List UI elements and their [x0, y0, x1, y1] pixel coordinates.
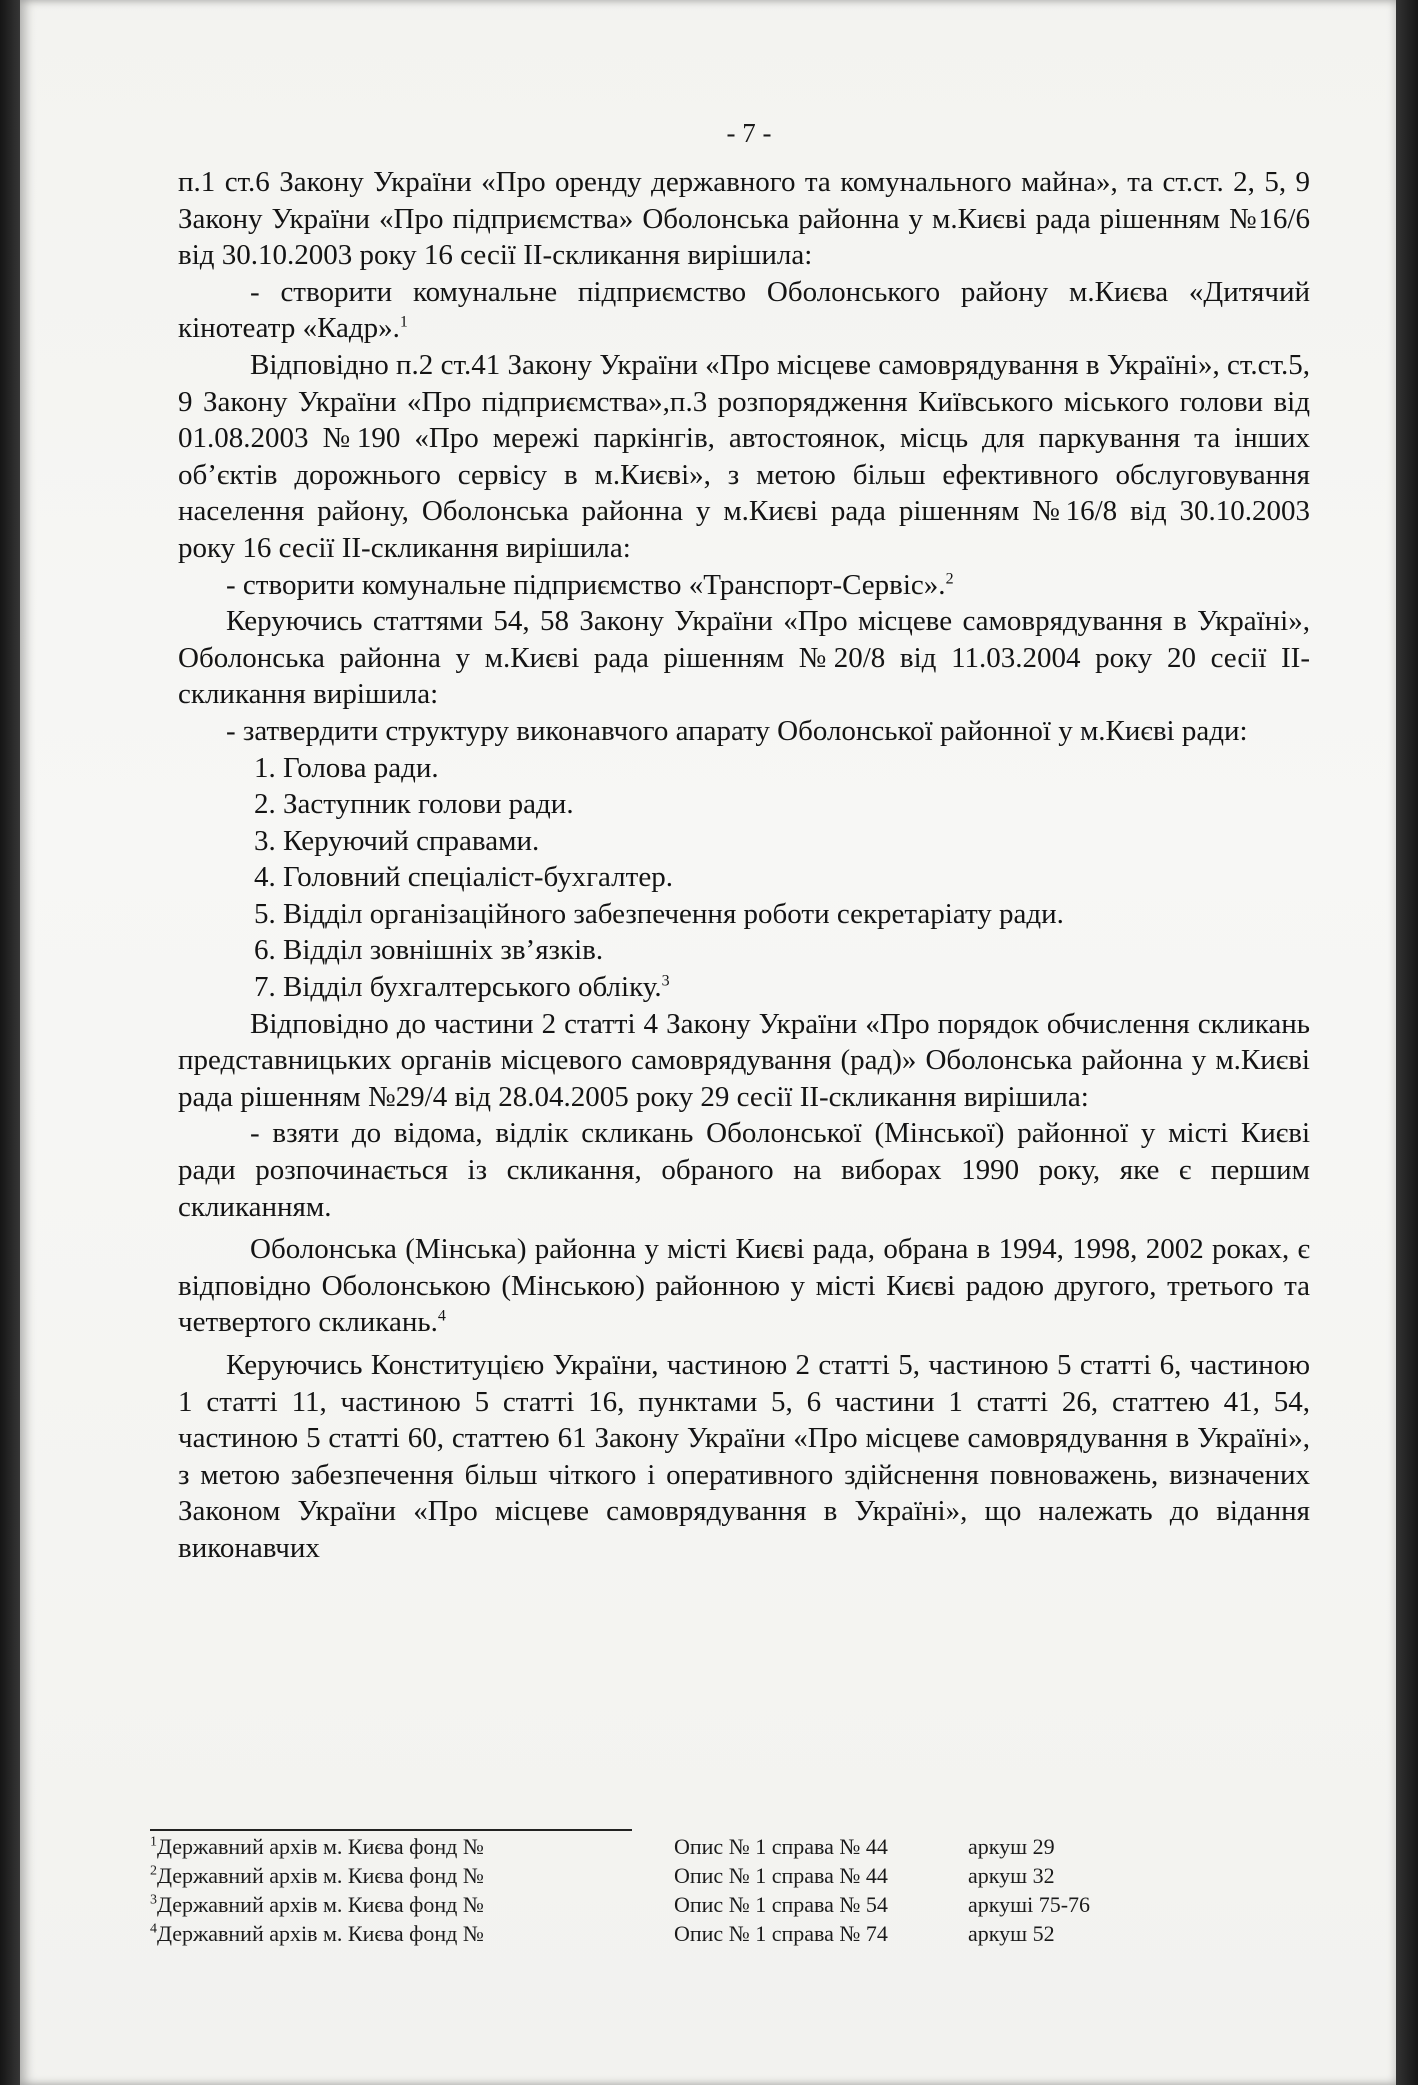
footnote-inventory: Опис № 1 справа № 44 [674, 1834, 888, 1859]
footnote-archive [150, 1919, 484, 1948]
paragraph: п.1 ст.6 Закону України «Про оренду державного та комунального майна», та ст.ст. 2, 5, 9 Закону України «Про підприємства» Оболонська районна у м.Києві рада рішенням №16/6 від 30.10.2003 року 16 сесії ІІ-скликання вирішила: [178, 166, 1310, 272]
footnote-sheet: аркуш 52 [968, 1921, 1055, 1946]
paragraph [178, 274, 1310, 347]
footnote-archive [150, 1832, 484, 1861]
paragraph-text: - створити комунальне підприємство «Транспорт-Сервіс». [226, 568, 946, 601]
paper-sheet [20, 0, 1398, 2085]
paragraph: Відповідно п.2 ст.41 Закону України «Про місцеве самоврядування в Україні», ст.ст.5, 9 Закону України «Про підприємства»,п.3 розпорядження Київського міського голови від 01.08.2003 №190 «Про мережі паркінгів, автостоянок, місць для паркування та інших об’єктів дорожнього сервісу в м.Києві», з метою більш ефективного обслуговування населення району, Оболонська районна у м.Києві рада рішенням №16/8 від 30.10.2003 року 16 сесії ІІ-скликання вирішила: [178, 348, 1310, 564]
paragraph [178, 567, 1310, 604]
footnote [150, 1861, 1150, 1890]
footnote-number: 3 [150, 1892, 157, 1908]
paragraph: Керуючись Конституцією України, частиною 2 статті 5, частиною 5 статті 6, частиною 1 статті 11, частиною 5 статті 16, пунктами 5, 6 частини 1 статті 26, статтею 41, 54, частиною 5 статті 60, статтею 61 Закону України «Про місцеве самоврядування в Україні», з метою забезпечення більш чіткого і оперативного здійснення повноважень, визначених Законом України «Про місцеве самоврядування в Україні», що належать до відання виконавчих [178, 1349, 1310, 1564]
list-item: 4. Головний спеціаліст-бухгалтер. [254, 861, 673, 894]
scan-left-edge [0, 0, 22, 2085]
list-item: 1. Голова ради. [254, 751, 439, 784]
list-item: 5. Відділ організаційного забезпечення роботи секретаріату ради. [254, 897, 1064, 930]
footnote-sheet: аркуш 29 [968, 1834, 1055, 1859]
scan-right-edge [1396, 0, 1418, 2085]
list-item: 3. Керуючий справами. [254, 824, 540, 857]
footnote-archive [150, 1861, 484, 1890]
footnote [150, 1890, 1150, 1919]
footnote-archive-text: Державний архів м. Києва фонд № [157, 1892, 484, 1917]
list-item [178, 969, 1310, 1006]
paragraph: Відповідно до частини 2 статті 4 Закону України «Про порядок обчислення скликань представницьких органів місцевого самоврядування (рад)» Оболонська районна у м.Києві рада рішенням №29/4 від 28.04.2005 року 29 сесії ІІ-скликання вирішила: [178, 1007, 1310, 1113]
paragraph: - затвердити структуру виконавчого апарату Оболонської районної у м.Києві ради: [226, 714, 1248, 747]
footnote-inventory: Опис № 1 справа № 74 [674, 1921, 888, 1946]
footnote-separator [150, 1829, 632, 1831]
document-body [178, 164, 1310, 1567]
footnote-ref: 3 [661, 972, 670, 990]
footnote-ref: 4 [437, 1307, 446, 1325]
footnote-number: 4 [150, 1921, 157, 1937]
footnote [150, 1832, 1150, 1861]
footnote-archive [150, 1890, 484, 1919]
footnote-inventory: Опис № 1 справа № 44 [674, 1863, 888, 1888]
footnote-number: 1 [150, 1834, 157, 1850]
paragraph: - взяти до відома, відлік скликань Оболонської (Мінської) районної у місті Києві ради розпочинається із скликання, обраного на виборах 1990 року, яке є першим скликанням. [178, 1117, 1310, 1223]
footnote-ref: 2 [945, 569, 954, 587]
paragraph-text: Оболонська (Мінська) районна у місті Києві рада, обрана в 1994, 1998, 2002 роках, є відповідно Оболонською (Мінською) районною у місті Києві радою другого, третього та четвертого скликань. [178, 1233, 1310, 1339]
footnote-archive-text: Державний архів м. Києва фонд № [157, 1921, 484, 1946]
footnote-inventory: Опис № 1 справа № 54 [674, 1892, 888, 1917]
list-item: 6. Відділ зовнішніх зв’язків. [254, 934, 604, 967]
footnote-sheet: аркуш 32 [968, 1863, 1055, 1888]
footnotes [150, 1832, 1150, 1948]
page-number: - 7 - [726, 118, 772, 148]
footnote-number: 2 [150, 1863, 157, 1879]
footnote [150, 1919, 1150, 1948]
paragraph: Керуючись статтями 54, 58 Закону України «Про місцеве самоврядування в Україні», Оболонська районна у м.Києві рада рішенням №20/8 від 11.03.2004 року 20 сесії ІІ-скликання вирішила: [178, 605, 1310, 711]
paragraph [178, 1231, 1310, 1341]
list-item-text: 7. Відділ бухгалтерського обліку. [254, 971, 662, 1004]
paragraph-text: - створити комунальне підприємство Оболонського району м.Києва «Дитячий кінотеатр «Кадр». [178, 275, 1310, 345]
footnote-sheet: аркуші 75-76 [968, 1892, 1091, 1917]
footnote-ref: 1 [399, 313, 408, 331]
footnote-archive-text: Державний архів м. Києва фонд № [157, 1834, 484, 1859]
list-item: 2. Заступник голови ради. [254, 788, 574, 821]
footnote-archive-text: Державний архів м. Києва фонд № [157, 1863, 484, 1888]
